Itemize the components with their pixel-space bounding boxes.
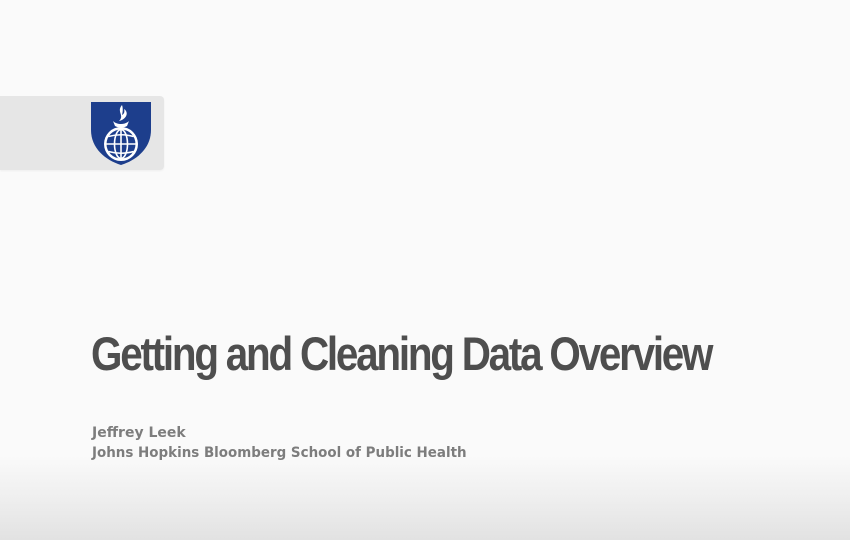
jhu-shield-icon — [89, 100, 153, 166]
author-name: Jeffrey Leek — [92, 425, 186, 441]
slide-title: Getting and Cleaning Data Overview — [91, 327, 712, 380]
author-affiliation: Johns Hopkins Bloomberg School of Public Health — [92, 445, 467, 461]
